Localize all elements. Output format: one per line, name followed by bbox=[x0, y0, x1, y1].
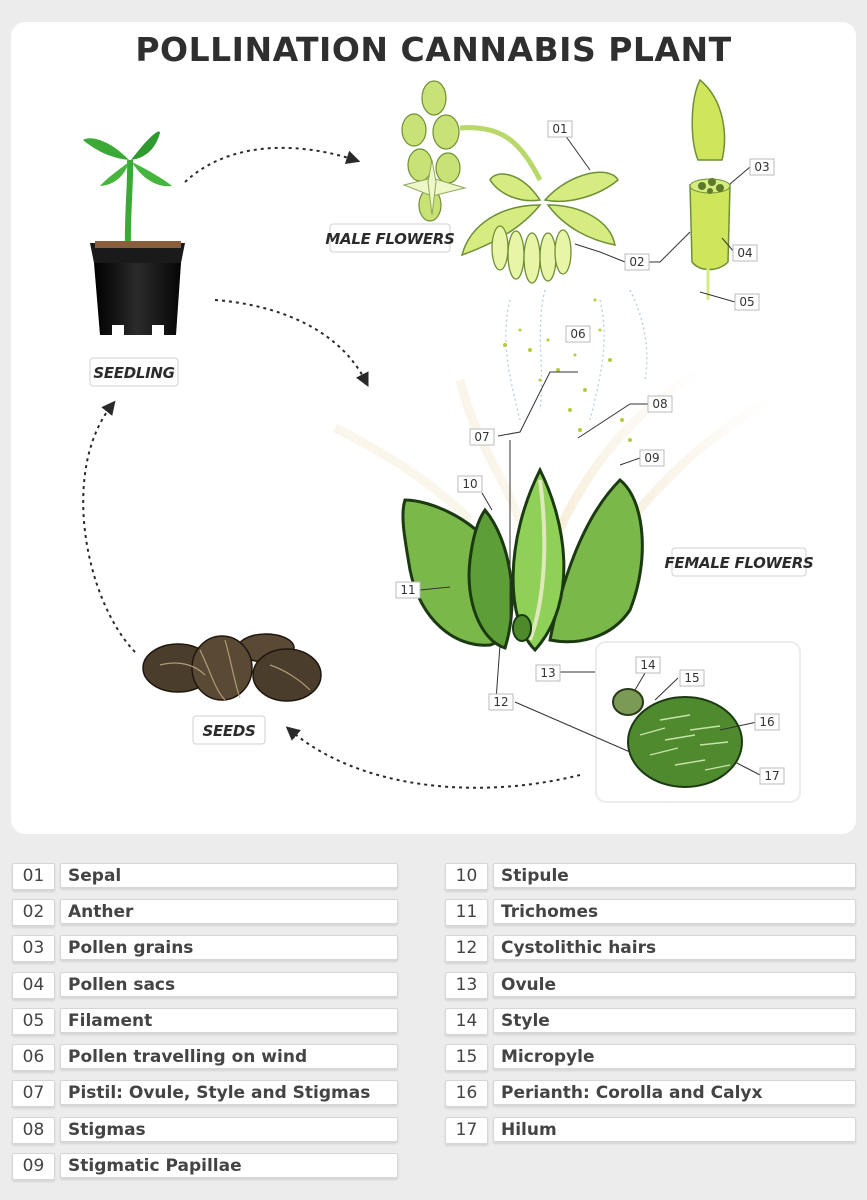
female-flowers-illustration bbox=[335, 370, 770, 650]
legend-label: Stigmatic Papillae bbox=[60, 1153, 398, 1178]
legend-item bbox=[12, 899, 400, 926]
pollen-cloud bbox=[503, 290, 647, 442]
svg-text:01: 01 bbox=[552, 122, 568, 136]
legend-number: 02 bbox=[12, 899, 55, 926]
legend-item bbox=[445, 1080, 856, 1107]
legend-number: 10 bbox=[445, 863, 488, 890]
svg-text:10: 10 bbox=[462, 477, 478, 491]
legend-label: Pollen sacs bbox=[60, 972, 398, 997]
callout-16 bbox=[755, 714, 779, 730]
legend-number: 15 bbox=[445, 1044, 488, 1071]
legend-number: 14 bbox=[445, 1008, 488, 1035]
legend-item bbox=[12, 863, 400, 890]
legend-label: Pollen grains bbox=[60, 935, 398, 960]
legend-number: 01 bbox=[12, 863, 55, 890]
svg-text:09: 09 bbox=[644, 451, 660, 465]
svg-text:11: 11 bbox=[400, 583, 416, 597]
callout-01 bbox=[548, 121, 572, 137]
legend-item bbox=[445, 1044, 856, 1071]
svg-text:02: 02 bbox=[629, 255, 645, 269]
legend-label: Cystolithic hairs bbox=[493, 935, 856, 960]
seeds-label bbox=[193, 716, 265, 744]
legend-number: 09 bbox=[12, 1153, 55, 1180]
svg-text:12: 12 bbox=[493, 695, 509, 709]
callout-06 bbox=[566, 326, 590, 342]
arrow-seedling-to-female bbox=[215, 300, 366, 382]
legend-item bbox=[12, 972, 400, 999]
svg-text:04: 04 bbox=[737, 246, 753, 260]
seedling-illustration bbox=[83, 131, 185, 337]
legend-label: Style bbox=[493, 1008, 856, 1033]
arrow-ovule-to-seeds bbox=[290, 730, 580, 788]
legend-label: Stipule bbox=[493, 863, 856, 888]
seedling-label bbox=[90, 358, 178, 386]
legend-item bbox=[12, 1044, 400, 1071]
seeds-illustration bbox=[143, 634, 321, 701]
callout-04 bbox=[733, 245, 757, 261]
legend-label: Filament bbox=[60, 1008, 398, 1033]
male-flowers-label bbox=[325, 224, 454, 252]
legend-number: 16 bbox=[445, 1080, 488, 1107]
legend-item bbox=[445, 1117, 856, 1144]
legend-label: Perianth: Corolla and Calyx bbox=[493, 1080, 856, 1105]
svg-text:16: 16 bbox=[759, 715, 775, 729]
legend-number: 12 bbox=[445, 935, 488, 962]
legend-number: 13 bbox=[445, 972, 488, 999]
svg-text:FEMALE FLOWERS: FEMALE FLOWERS bbox=[664, 554, 814, 572]
callout-08 bbox=[648, 396, 672, 412]
legend-label: Trichomes bbox=[493, 899, 856, 924]
callout-07 bbox=[470, 429, 494, 445]
svg-text:MALE FLOWERS: MALE FLOWERS bbox=[325, 230, 455, 248]
callout-05 bbox=[735, 294, 759, 310]
legend-number: 04 bbox=[12, 972, 55, 999]
callout-17 bbox=[760, 768, 784, 784]
legend-item bbox=[12, 1153, 400, 1180]
legend-item bbox=[12, 1008, 400, 1035]
male-flowers-illustration bbox=[402, 80, 730, 300]
svg-text:SEEDS: SEEDS bbox=[202, 722, 256, 740]
svg-text:06: 06 bbox=[570, 327, 586, 341]
legend-label: Micropyle bbox=[493, 1044, 856, 1069]
legend-item bbox=[12, 1080, 400, 1107]
svg-text:SEEDLING: SEEDLING bbox=[93, 364, 175, 382]
legend-number: 06 bbox=[12, 1044, 55, 1071]
legend-number: 17 bbox=[445, 1117, 488, 1144]
callout-11 bbox=[396, 582, 420, 598]
legend-label: Sepal bbox=[60, 863, 398, 888]
svg-text:07: 07 bbox=[474, 430, 490, 444]
legend-label: Stigmas bbox=[60, 1117, 398, 1142]
legend-number: 11 bbox=[445, 899, 488, 926]
page-title: POLLINATION CANNABIS PLANT bbox=[135, 30, 732, 69]
legend-number: 05 bbox=[12, 1008, 55, 1035]
svg-text:14: 14 bbox=[640, 658, 656, 672]
legend-item bbox=[445, 1008, 856, 1035]
callout-14 bbox=[636, 657, 660, 673]
legend-number: 08 bbox=[12, 1117, 55, 1144]
arrow-seeds-to-seedling bbox=[83, 405, 135, 652]
callout-12 bbox=[489, 694, 513, 710]
svg-text:13: 13 bbox=[540, 666, 556, 680]
callout-13 bbox=[536, 665, 560, 681]
callout-03 bbox=[750, 159, 774, 175]
legend-item bbox=[445, 899, 856, 926]
legend-label: Ovule bbox=[493, 972, 856, 997]
legend-item bbox=[445, 972, 856, 999]
legend-item bbox=[12, 1117, 400, 1144]
callout-09 bbox=[640, 450, 664, 466]
callout-02 bbox=[625, 254, 649, 270]
legend-label: Pollen travelling on wind bbox=[60, 1044, 398, 1069]
svg-text:03: 03 bbox=[754, 160, 770, 174]
callout-10 bbox=[458, 476, 482, 492]
legend-number: 03 bbox=[12, 935, 55, 962]
legend-number: 07 bbox=[12, 1080, 55, 1107]
arrow-seedling-to-male bbox=[185, 148, 355, 182]
legend-item bbox=[445, 863, 856, 890]
legend-item bbox=[445, 935, 856, 962]
legend-label: Anther bbox=[60, 899, 398, 924]
svg-text:08: 08 bbox=[652, 397, 668, 411]
svg-text:17: 17 bbox=[764, 769, 780, 783]
female-flowers-label bbox=[664, 548, 813, 576]
legend-label: Pistil: Ovule, Style and Stigmas bbox=[60, 1080, 398, 1105]
legend-label: Hilum bbox=[493, 1117, 856, 1142]
legend-item bbox=[12, 935, 400, 962]
svg-text:05: 05 bbox=[739, 295, 755, 309]
callout-15 bbox=[680, 670, 704, 686]
svg-text:15: 15 bbox=[684, 671, 700, 685]
